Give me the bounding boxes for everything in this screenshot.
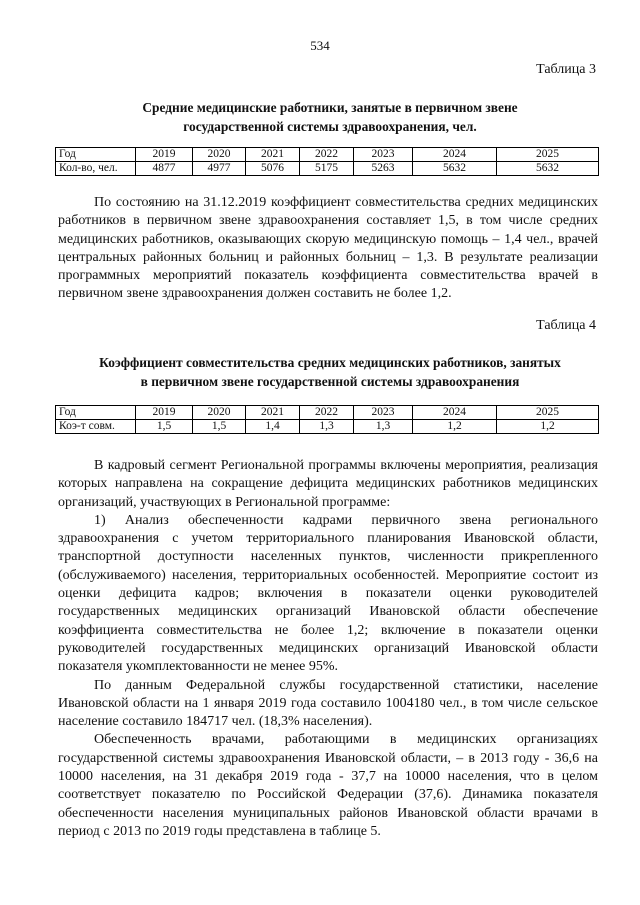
table-4-data-cell: 1,2 xyxy=(413,420,497,434)
table-3-header-cell: 2025 xyxy=(497,148,599,162)
table-3-data-cell: 4877 xyxy=(136,162,193,176)
body-text xyxy=(58,457,598,841)
table-3-data-cell: 5632 xyxy=(497,162,599,176)
page-number: 534 xyxy=(310,38,330,53)
table-3-data-cell: 5632 xyxy=(413,162,497,176)
table-3-title-line-1: Средние медицинские работники, занятые в первичном звене xyxy=(142,100,518,115)
table-3-header-cell: 2020 xyxy=(193,148,246,162)
table-4-header-cell: 2023 xyxy=(354,406,413,420)
table-4-header-cell: 2021 xyxy=(246,406,300,420)
paragraph-2: В кадровый сегмент Региональной программы включены мероприятия, реализация которых направлена на сокращение дефицита медицинских работников медицинских организаций, участвующих в Региональной программе: xyxy=(58,458,598,510)
table-4-caption: Таблица 4 xyxy=(536,318,596,333)
table-3-header-cell: 2022 xyxy=(300,148,354,162)
table-4-title-line-1: Коэффициент совместительства средних медицинских работников, занятых xyxy=(99,355,561,370)
table-4-header-cell: 2020 xyxy=(193,406,246,420)
table-3-header-cell: 2024 xyxy=(413,148,497,162)
table-4-header-cell: 2025 xyxy=(497,406,599,420)
table-3-header-row xyxy=(56,148,599,162)
paragraph-4: По данным Федеральной службы государственной статистики, население Ивановской области на 1 января 2019 года составило 1004180 чел., в том числе сельское население составило 184717 чел. (18,3% населения). xyxy=(58,677,598,730)
table-4-header-cell: 2024 xyxy=(413,406,497,420)
table-3-data-cell: Кол-во, чел. xyxy=(56,162,136,176)
paragraph-1 xyxy=(58,194,598,304)
table-3-data-cell: 5175 xyxy=(300,162,354,176)
table-3-data-cell: 4977 xyxy=(193,162,246,176)
paragraph-1-text: По состоянию на 31.12.2019 коэффициент совместительства средних медицинских работников в первичном звене здравоохранения составляет 1,5, в том числе средних медицинских работников, оказывающих скорую медицинскую помощь – 1,4 чел., врачей центральных районных больниц и районных больниц – 1,3. В результате реализации программных мероприятий показатель коэффициента совместительства врачей в первичном звене здравоохранения должен составить не более 1,2. xyxy=(58,195,598,302)
table-3-header-cell: 2019 xyxy=(136,148,193,162)
table-4-data-row xyxy=(56,420,599,434)
table-4 xyxy=(55,405,599,434)
table-3-header-cell: 2023 xyxy=(354,148,413,162)
table-3 xyxy=(55,147,599,176)
table-3-title xyxy=(50,98,610,136)
table-4-data-cell: Коэ-т совм. xyxy=(56,420,136,434)
table-3-caption: Таблица 3 xyxy=(536,62,596,77)
table-4-header-row xyxy=(56,406,599,420)
table-4-header-cell: 2022 xyxy=(300,406,354,420)
table-3-title-line-2: государственной системы здравоохранения, чел. xyxy=(183,119,477,134)
table-4-header-cell: Год xyxy=(56,406,136,420)
table-3-header-cell: 2021 xyxy=(246,148,300,162)
table-4-title-line-2: в первичном звене государственной системы здравоохранения xyxy=(140,374,520,389)
table-3-data-row xyxy=(56,162,599,176)
table-4-data-cell: 1,5 xyxy=(136,420,193,434)
table-4-data-cell: 1,3 xyxy=(354,420,413,434)
table-4-title xyxy=(50,353,610,391)
table-3-header-cell: Год xyxy=(56,148,136,162)
table-3-data-cell: 5076 xyxy=(246,162,300,176)
table-3-data-cell: 5263 xyxy=(354,162,413,176)
table-4-data-cell: 1,4 xyxy=(246,420,300,434)
table-4-data-cell: 1,3 xyxy=(300,420,354,434)
table-4-data-cell: 1,5 xyxy=(193,420,246,434)
table-4-header-cell: 2019 xyxy=(136,406,193,420)
paragraph-5: Обеспеченность врачами, работающими в медицинских организациях государственной системы здравоохранения Ивановской области, – в 2013 году - 36,6 на 10000 населения, на 31 декабря 2019 года - 37,7 на 10000 населения, что в целом соответствует показателю по Российской Федерации (37,6). Динамика показателя обеспеченности населения муниципальных районов Ивановской области врачами в период с 2013 по 2019 годы представлена в таблице 5. xyxy=(58,732,598,839)
paragraph-3: 1) Анализ обеспеченности кадрами первичного звена регионального здравоохранения с учетом территориального планирования Ивановской области, транспортной доступности населенных пунктов, численности прикрепленного (обслуживаемого) населения, территориальных особенностей. Мероприятие состоит из оценки дефицита кадров; включения в показатели оценки руководителей государственных медицинских организаций Ивановской области обеспечение коэффициента совместительства не более 1,2; включение в показатели оценки руководителей государственных медицинских организаций Ивановской области показателя укомплектованности не менее 95%. xyxy=(58,512,598,675)
table-4-data-cell: 1,2 xyxy=(497,420,599,434)
